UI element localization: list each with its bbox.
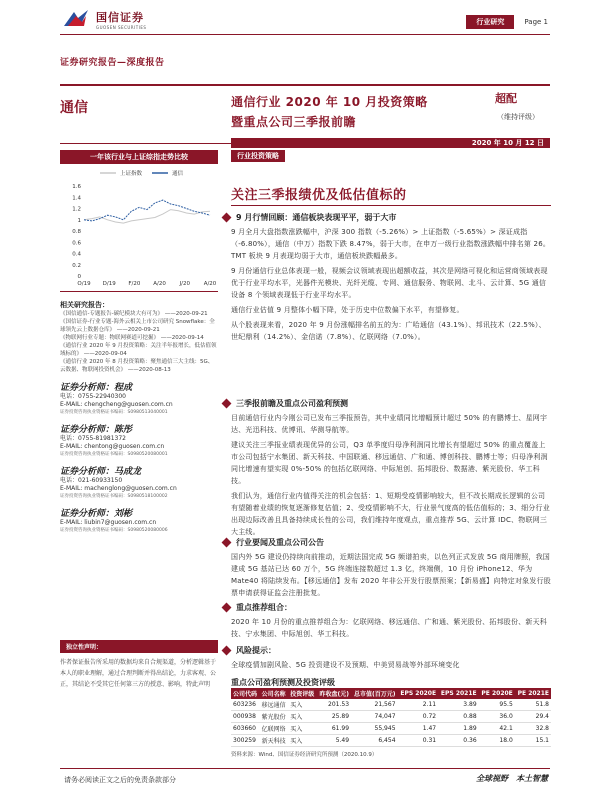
table-cell: 0.88 [438, 711, 479, 723]
table-cell: 42.1 [479, 723, 515, 735]
table-cell: 新天科技 [260, 735, 289, 747]
diamond-bullet-icon [222, 399, 232, 409]
table-cell: 32.8 [515, 723, 551, 735]
y-tick-label: 1.2 [72, 206, 81, 213]
section-paragraph: 全球疫情加剧风险、5G 投资建设不及预期、中美贸易战等外部环境变化 [231, 661, 460, 669]
table-header: 公司代码 [231, 688, 260, 699]
x-tick-label: J/20 [179, 281, 191, 287]
analyst-cert: 证券投资咨询执业资格证书编码：S0980513040001 [60, 410, 168, 415]
forecast-table-block [231, 677, 551, 758]
table-header: PE 2021E [515, 688, 551, 699]
table-header: 昨收盘(元) [317, 688, 351, 699]
analyst-cert: 证券投资咨询执业资格证书编码：S0980518100002 [60, 494, 168, 499]
y-tick-label: 0.4 [72, 251, 81, 258]
table-title: 重点公司盈利预测及投资评级 [231, 678, 335, 687]
rating: 超配 [495, 92, 517, 105]
analyst-block [60, 506, 218, 534]
x-tick-label: D/19 [102, 281, 116, 287]
table-header: 投资评级 [288, 688, 317, 699]
table-cell: 25.89 [317, 711, 351, 723]
table-row [231, 723, 551, 735]
section-review [221, 212, 551, 343]
legend-label: 通信 [172, 171, 184, 177]
y-tick-label: 0.6 [72, 240, 81, 247]
analyst-cert: 证券投资咨询执业资格证书编码：S0980520080001 [60, 452, 168, 457]
table-cell: 603660 [231, 723, 260, 735]
chart-title: 一年该行业与上证综指走势比较 [60, 150, 218, 164]
footer-slogan: 全球视野 本土智慧 [476, 774, 548, 783]
related-item[interactable]: 《国信证券-行业专题-海外云相关上市公司研究 Snowflake：全球领先云上数据仓库》 ——2020-09-21 [60, 319, 215, 333]
x-tick-label: O/19 [77, 281, 91, 287]
analyst-name: 证券分析师：陈彤 [60, 425, 133, 435]
header-rule [60, 34, 550, 35]
section-paragraph: 9 月份通信行业总体表现一般，视频会议领域表现出超额收益，其次是网络可视化和运营商领域表现优于行业平均水平，光器件光模块、光纤光缆、专网、通信服务、物联网、北斗、云计算、5G 通信设备 8 个领域表现低于行业平均水平。 [231, 267, 548, 299]
analyst-block [60, 380, 218, 416]
section-title: 风险提示： [236, 646, 276, 655]
y-tick-label: 0 [77, 274, 81, 280]
diamond-bullet-icon [222, 538, 232, 548]
report-title [231, 92, 428, 132]
table-cell: 15.1 [515, 735, 551, 747]
analyst-name: 证券分析师：刘彬 [60, 509, 133, 519]
independence-statement [60, 640, 218, 690]
section-title: 行业要闻及重点公司公告 [236, 538, 324, 547]
section-paragraph: 建议关注三季报业绩表现优异的公司，Q3 单季度归母净利润同比增长有望超过 50% 的重点覆盖上市公司包括宁水集团、新天科技、中国联通、移远通信、广和通、博创科技、鹏博士等；归母净利润同比增速有望实现 0%-50% 的包括亿联网络、中际旭创、拓邦股份、数据港、紫光股份、华工科技。 [231, 441, 548, 485]
table-cell: 1.89 [438, 723, 479, 735]
strategy-tag: 行业投资策略 [231, 150, 285, 162]
section-news [221, 537, 551, 599]
table-cell: 买入 [288, 711, 317, 723]
headline-rule [231, 205, 551, 206]
table-cell: 2.11 [398, 699, 439, 711]
forecast-table [231, 688, 551, 747]
table-cell: 亿联网络 [260, 723, 289, 735]
table-cell: 0.31 [398, 735, 439, 747]
table-cell: 买入 [288, 699, 317, 711]
section-paragraph: 目前通信行业内今刚公司已发布三季报预告，其中业绩同比增幅预计超过 50% 的有鹏博士、星网宇达、光迅科技、优博讯、华测导航等。 [231, 414, 548, 434]
report-date: 2020 年 10 月 12 日 [231, 138, 550, 148]
section-title: 三季报前瞻及重点公司盈利预测 [236, 399, 348, 408]
analyst-email[interactable]: E-MAIL: liubin7@guosen.com.cn [60, 519, 157, 526]
table-cell: 29.4 [515, 711, 551, 723]
section-title: 9 月行情回顾：通信板块表现平平，弱于大市 [236, 213, 397, 222]
table-header: EPS 2021E [438, 688, 479, 699]
analyst-tel: 电话：021-60933150 [60, 477, 123, 484]
analyst-email[interactable]: E-MAIL: chentong@guosen.com.cn [60, 443, 165, 450]
table-cell: 21,567 [351, 699, 397, 711]
x-tick-label: A/20 [153, 281, 166, 287]
section-paragraph: 2020 年 10 月份的重点推荐组合为：亿联网络、移远通信、广和通、紫光股份、拓邦股份、新天科技、宁水集团、中际旭创、华工科技。 [231, 618, 547, 638]
rating-note: （维持评级） [497, 113, 539, 121]
table-header: 公司名称 [260, 688, 289, 699]
table-row [231, 735, 551, 747]
section-risk [221, 645, 551, 671]
related-list [60, 310, 218, 374]
guosen-logo [62, 8, 146, 30]
chart-svg [60, 164, 218, 292]
x-tick-label: F/20 [128, 281, 141, 287]
analyst-cert: 证券投资咨询执业资格证书编码：S0980520080006 [60, 528, 168, 533]
index-comparison-chart [60, 164, 218, 292]
table-cell: 0.72 [398, 711, 439, 723]
table-cell: 95.5 [479, 699, 515, 711]
diamond-bullet-icon [222, 646, 232, 656]
related-item[interactable]: 《通信行业 2020 年 8 月投资策略：聚焦通信三大主线：5G、云数据、物联网投资机会》 ——2020-08-13 [60, 359, 214, 373]
section-paragraph: 从个股表现来看，2020 年 9 月份涨幅排名前五的为：广哈通信（43.1%）、邦讯技术（22.5%）、世纪鼎利（14.2%）、金信诺（7.8%）、亿联网络（7.0%）。 [231, 321, 546, 341]
section-paragraph: 通信行业估值 9 月整体小幅下降，处于历史中位数偏下水平，有望修复。 [231, 306, 464, 314]
table-cell: 000938 [231, 711, 260, 723]
table-header: 总市值(百万元) [351, 688, 397, 699]
section-portfolio [221, 602, 551, 640]
table-row [231, 699, 551, 711]
related-item[interactable]: 《国信通信-专题报告-碳纪模块大有可为》 ——2020-09-21 [60, 311, 208, 317]
section-paragraph: 国内外 5G 建设仍持续向前推动，近期法国完成 5G 频谱拍卖，以色列正式发放 5G 商用牌照，我国建成 5G 基站已达 60 万个，5G 终端连接数超过 1.3 亿，终端侧，10 月份 iPhone12、华为 Mate40 将陆续发布。【移远通信】发布 2020 年非公开发行股票预案；【新易盛】向特定对象发行股票申请获得证监会注册批复。 [231, 553, 551, 597]
related-item[interactable]: 《物联网行业专题：物联网赛道可挖掘》 ——2020-09-14 [60, 335, 204, 341]
table-cell: 18.0 [479, 735, 515, 747]
report-title-line1: 通信行业 2020 年 10 月投资策略 [231, 95, 428, 109]
analyst-name: 证券分析师：马成龙 [60, 467, 142, 477]
y-tick-label: 1.6 [72, 184, 81, 190]
y-tick-label: 0.8 [72, 229, 81, 235]
table-cell: 51.8 [515, 699, 551, 711]
table-cell: 买入 [288, 735, 317, 747]
analyst-name: 证券分析师：程成 [60, 383, 133, 393]
logo-text-cn: 国信证券 [96, 10, 144, 24]
x-tick-label: A/20 [203, 281, 217, 287]
logo-mark-icon [62, 8, 90, 30]
table-cell: 55,945 [351, 723, 397, 735]
logo-text-en: GUOSEN SECURITIES [96, 24, 147, 30]
legend-label: 上证指数 [120, 171, 143, 177]
independence-heading: 独立性声明： [60, 640, 218, 653]
analyst-block [60, 464, 218, 500]
industry-label: 通信 [60, 100, 88, 116]
section-title: 重点推荐组合： [236, 603, 292, 612]
analyst-block [60, 422, 218, 458]
table-header: PE 2020E [479, 688, 515, 699]
related-item[interactable]: 《通信行业 2020 年 9 月投资策略：关注半年报增长，低估值领域标的》 ——2020-09-04 [60, 343, 217, 357]
table-header: EPS 2020E [398, 688, 439, 699]
table-cell: 买入 [288, 723, 317, 735]
headline: 关注三季报绩优及低估值标的 [231, 188, 407, 203]
analyst-tel: 电话：0755-22940300 [60, 393, 126, 400]
analyst-tel: 电话：0755-81981372 [60, 435, 126, 442]
table-cell: 300259 [231, 735, 260, 747]
section-paragraph: 我们认为，通信行业内值得关注的机会包括：1、短期受疫情影响较大，但不改长期成长逻辑的公司有望随着业绩的恢复逐渐修复估值；2、受疫情影响不大，行业景气度高的低估值标的；3、细分行业出现边际改善且具备持续成长性的公司，我们维持年度观点，重点推荐 5G、云计算 IDC、物联网三大主线。 [231, 492, 550, 536]
diamond-bullet-icon [222, 603, 232, 613]
table-row [231, 711, 551, 723]
table-cell: 603236 [231, 699, 260, 711]
header-tag: 行业研究 [466, 15, 514, 29]
table-cell: 61.99 [317, 723, 351, 735]
table-cell: 1.47 [398, 723, 439, 735]
table-header-row [231, 688, 551, 699]
report-series: 证券研究报告—深度报告 [60, 58, 165, 68]
table-cell: 0.36 [438, 735, 479, 747]
y-tick-label: 0.2 [72, 262, 81, 269]
footer-disclaimer: 请务必阅读正文之后的免责条款部分 [64, 776, 176, 784]
series-line-industry [84, 200, 210, 221]
footer-rule [60, 768, 550, 769]
table-cell: 移远通信 [260, 699, 289, 711]
table-cell: 6,454 [351, 735, 397, 747]
left-column [60, 150, 218, 534]
related-heading: 相关研究报告： [60, 301, 109, 309]
diamond-bullet-icon [222, 213, 232, 223]
section-preview [221, 398, 551, 538]
table-cell: 201.53 [317, 699, 351, 711]
report-title-line2: 暨重点公司三季报前瞻 [231, 115, 357, 129]
table-cell: 3.89 [438, 699, 479, 711]
independence-text: 作者保证报告所采用的数据均来自合规渠道，分析逻辑基于本人的职业理解，通过合理判断并得出结论，力求客观、公正，其结论不受其它任何第三方的授意、影响，特此声明 [60, 659, 217, 688]
table-cell: 74,047 [351, 711, 397, 723]
analyst-email[interactable]: E-MAIL: machenglong@guosen.com.cn [60, 485, 177, 492]
table-cell: 5.49 [317, 735, 351, 747]
y-tick-label: 1 [77, 217, 81, 224]
analyst-email[interactable]: E-MAIL: chengcheng@guosen.com.cn [60, 401, 173, 408]
table-cell: 36.0 [479, 711, 515, 723]
series-line-index [84, 210, 210, 224]
table-source: 资料来源：Wind、国信证券经济研究所预测（2020.10.9） [231, 752, 378, 758]
page-number: Page 1 [524, 18, 548, 26]
section-paragraph: 9 月全月大盘指数涨跌幅中，沪深 300 指数（-5.26%）> 上证指数（-5.65%）> 深证成指（-6.80%），通信（中万）指数下跌 8.47%，弱于大市，在申万一级行业指数涨跌幅中排名第 26。TMT 板块 9 月表现均弱于大市，通信板块跌幅最多。 [231, 228, 551, 260]
y-tick-label: 1.4 [72, 195, 81, 202]
table-cell: 紫光股份 [260, 711, 289, 723]
